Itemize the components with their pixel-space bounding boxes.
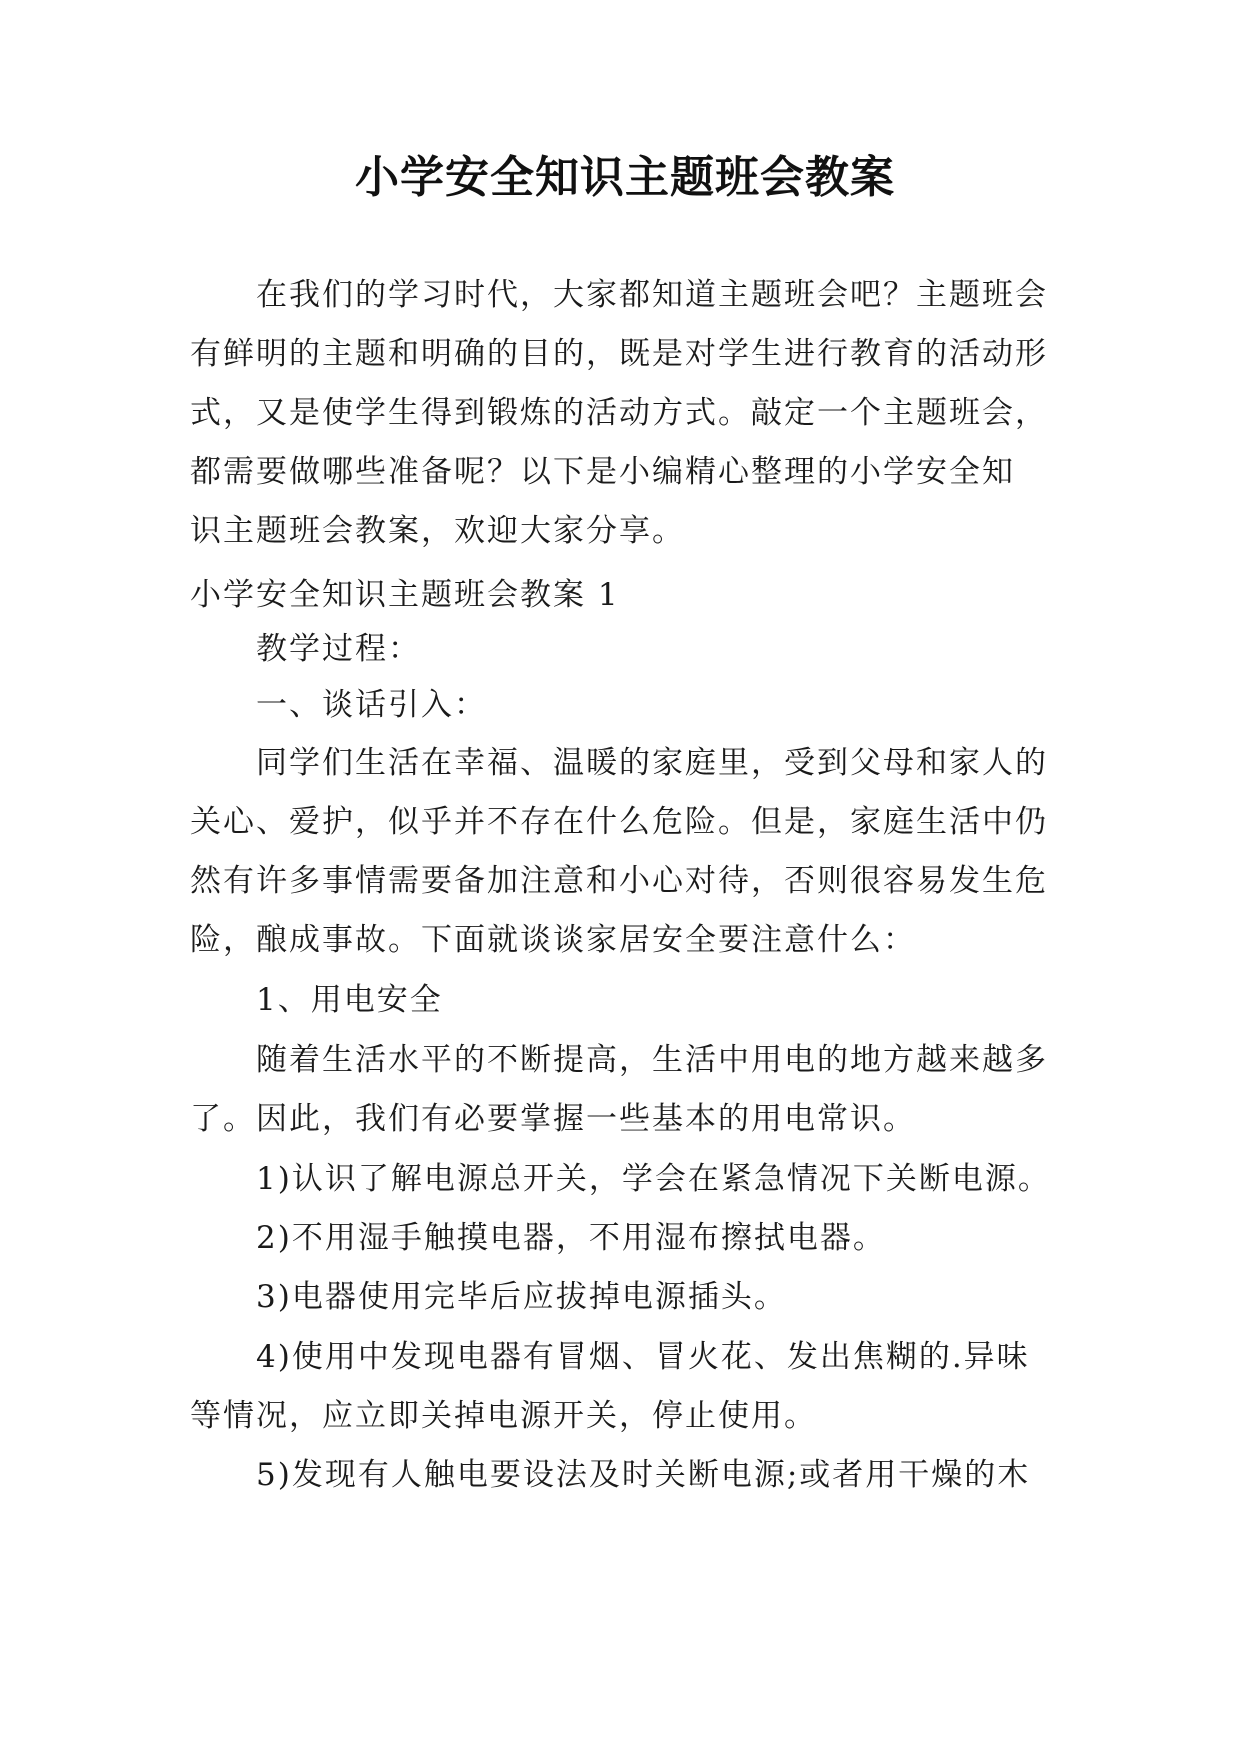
part-one-label: [190, 676, 1060, 735]
intro-line: 识主题班会教案，欢迎大家分享。: [190, 513, 685, 549]
rule-item: 1)认识了解电源总开关，学会在紧急情况下关断电源。: [256, 1161, 1051, 1197]
intro-line: 有鲜明的主题和明确的目的，既是对学生进行教育的活动形: [190, 336, 1048, 372]
intro-line: 式，又是使学生得到锻炼的活动方式。敲定一个主题班会，: [190, 395, 1048, 431]
rules-list: [190, 1150, 1060, 1327]
section-heading-text: 小学安全知识主题班会教案 1: [190, 577, 620, 613]
intro-line: 在我们的学习时代，大家都知道主题班会吧？主题班会: [256, 277, 1048, 313]
rule-line: 5)发现有人触电要设法及时关断电源;或者用干燥的木: [256, 1457, 1031, 1493]
paragraph-line: 险，酿成事故。下面就谈谈家居安全要注意什么：: [190, 922, 916, 958]
document-title: 小学安全知识主题班会教案: [355, 152, 895, 203]
paragraph-line: 随着生活水平的不断提高，生活中用电的地方越来越多: [256, 1042, 1048, 1078]
paragraph-line: 了。因此，我们有必要掌握一些基本的用电常识。: [190, 1101, 916, 1137]
section-heading: [190, 566, 1060, 625]
item-one-label-text: 1、用电安全: [256, 982, 443, 1018]
intro-line: 都需要做哪些准备呢？以下是小编精心整理的小学安全知: [190, 454, 1015, 490]
rule-five: [190, 1446, 1060, 1505]
process-label-text: 教学过程：: [256, 631, 421, 667]
process-label: [190, 620, 1060, 679]
rule-item: 3)电器使用完毕后应拔掉电源插头。: [256, 1279, 787, 1315]
rule-item: 2)不用湿手触摸电器，不用湿布擦拭电器。: [256, 1220, 886, 1256]
paragraph-line: 关心、爱护，似乎并不存在什么危险。但是，家庭生活中仍: [190, 804, 1048, 840]
intro-paragraph: [190, 266, 1060, 561]
paragraph-line: 同学们生活在幸福、温暖的家庭里，受到父母和家人的: [256, 745, 1048, 781]
item-one-paragraph: [190, 1031, 1060, 1149]
rule-four: [190, 1328, 1060, 1446]
rule-line: 4)使用中发现电器有冒烟、冒火花、发出焦糊的.异味: [256, 1339, 1030, 1375]
item-one-label: [190, 971, 1060, 1030]
part-one-label-text: 一、谈话引入：: [256, 687, 487, 723]
paragraph-line: 然有许多事情需要备加注意和小心对待，否则很容易发生危: [190, 863, 1048, 899]
part-one-paragraph: [190, 734, 1060, 970]
rule-line: 等情况，应立即关掉电源开关，停止使用。: [190, 1398, 817, 1434]
